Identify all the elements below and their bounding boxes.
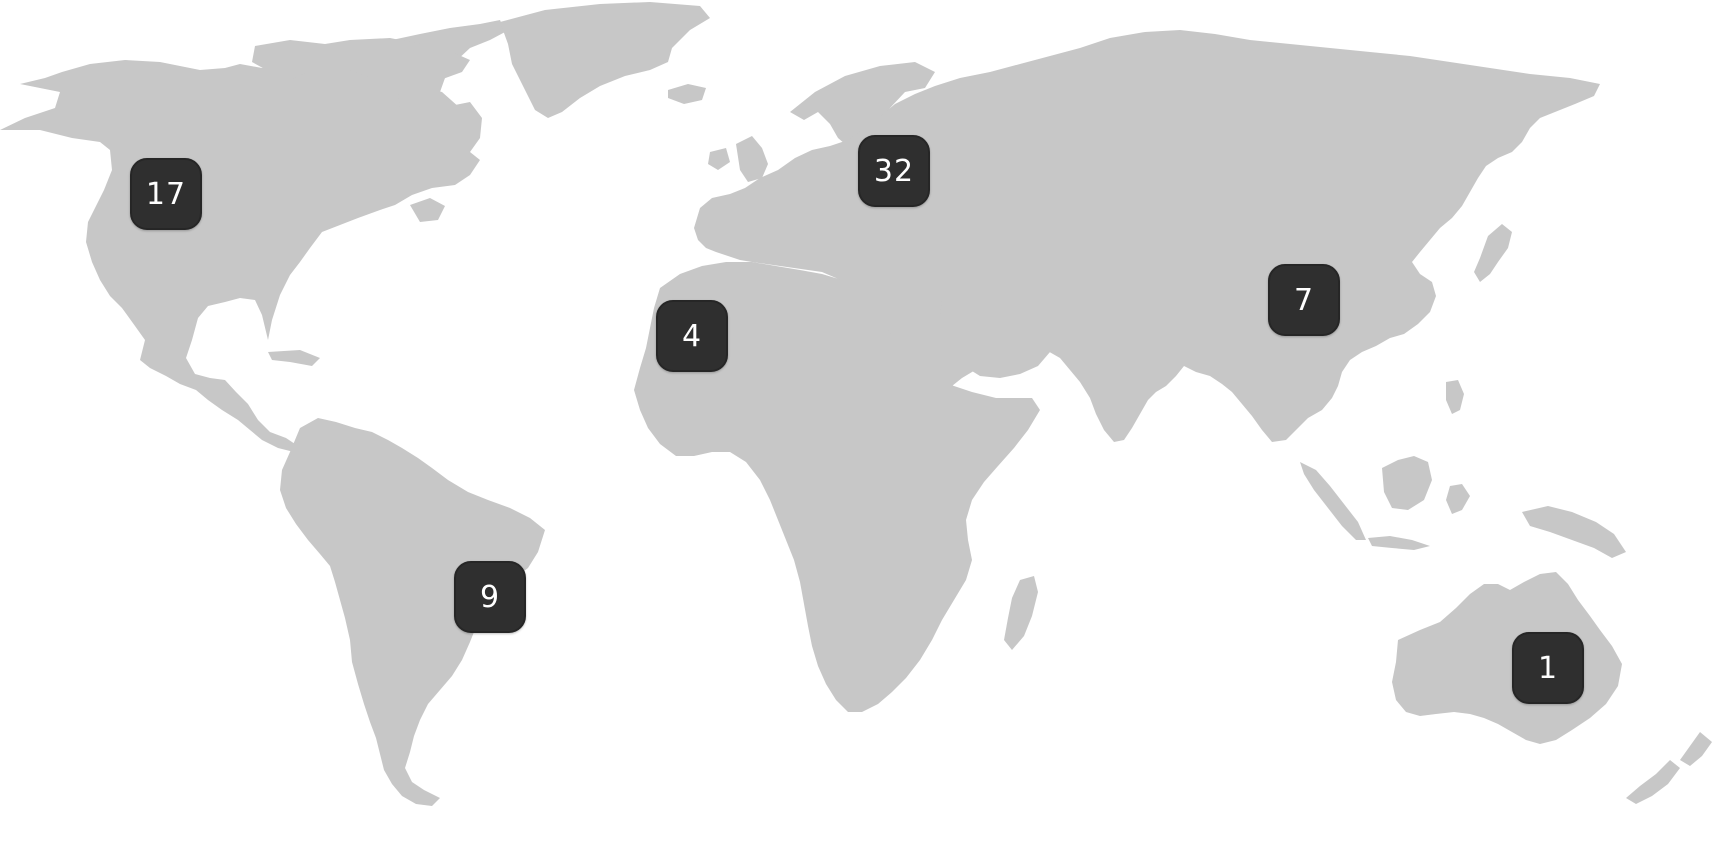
marker-europe[interactable] — [858, 135, 930, 207]
landmass-sulawesi — [1446, 484, 1470, 514]
landmass-new-zealand — [1680, 732, 1712, 766]
marker-count: 4 — [681, 318, 703, 354]
landmass-iceland — [668, 84, 706, 104]
marker-west-africa[interactable] — [656, 300, 728, 372]
landmass-australia — [1392, 572, 1622, 744]
landmass-north-america — [0, 20, 505, 452]
marker-count: 1 — [1537, 650, 1559, 686]
marker-count: 32 — [873, 153, 915, 189]
marker-count: 9 — [479, 579, 501, 615]
marker-australia[interactable] — [1512, 632, 1584, 704]
marker-south-america[interactable] — [454, 561, 526, 633]
marker-east-asia[interactable] — [1268, 264, 1340, 336]
landmass-britain — [736, 136, 768, 182]
landmass-philippines — [1446, 380, 1464, 414]
landmass-newfoundland — [410, 198, 445, 222]
marker-count: 7 — [1293, 282, 1315, 318]
marker-count: 17 — [145, 176, 187, 212]
landmass-borneo — [1382, 456, 1432, 510]
landmass-ireland — [708, 148, 730, 170]
landmass-japan — [1474, 224, 1512, 282]
landmass-new-guinea — [1522, 506, 1626, 558]
marker-north-america[interactable] — [130, 158, 202, 230]
landmass-new-zealand-south — [1626, 760, 1680, 804]
landmass-sumatra — [1300, 462, 1366, 540]
landmass-madagascar — [1004, 576, 1038, 650]
landmass-java — [1368, 536, 1430, 550]
landmass-cuba — [268, 350, 320, 366]
